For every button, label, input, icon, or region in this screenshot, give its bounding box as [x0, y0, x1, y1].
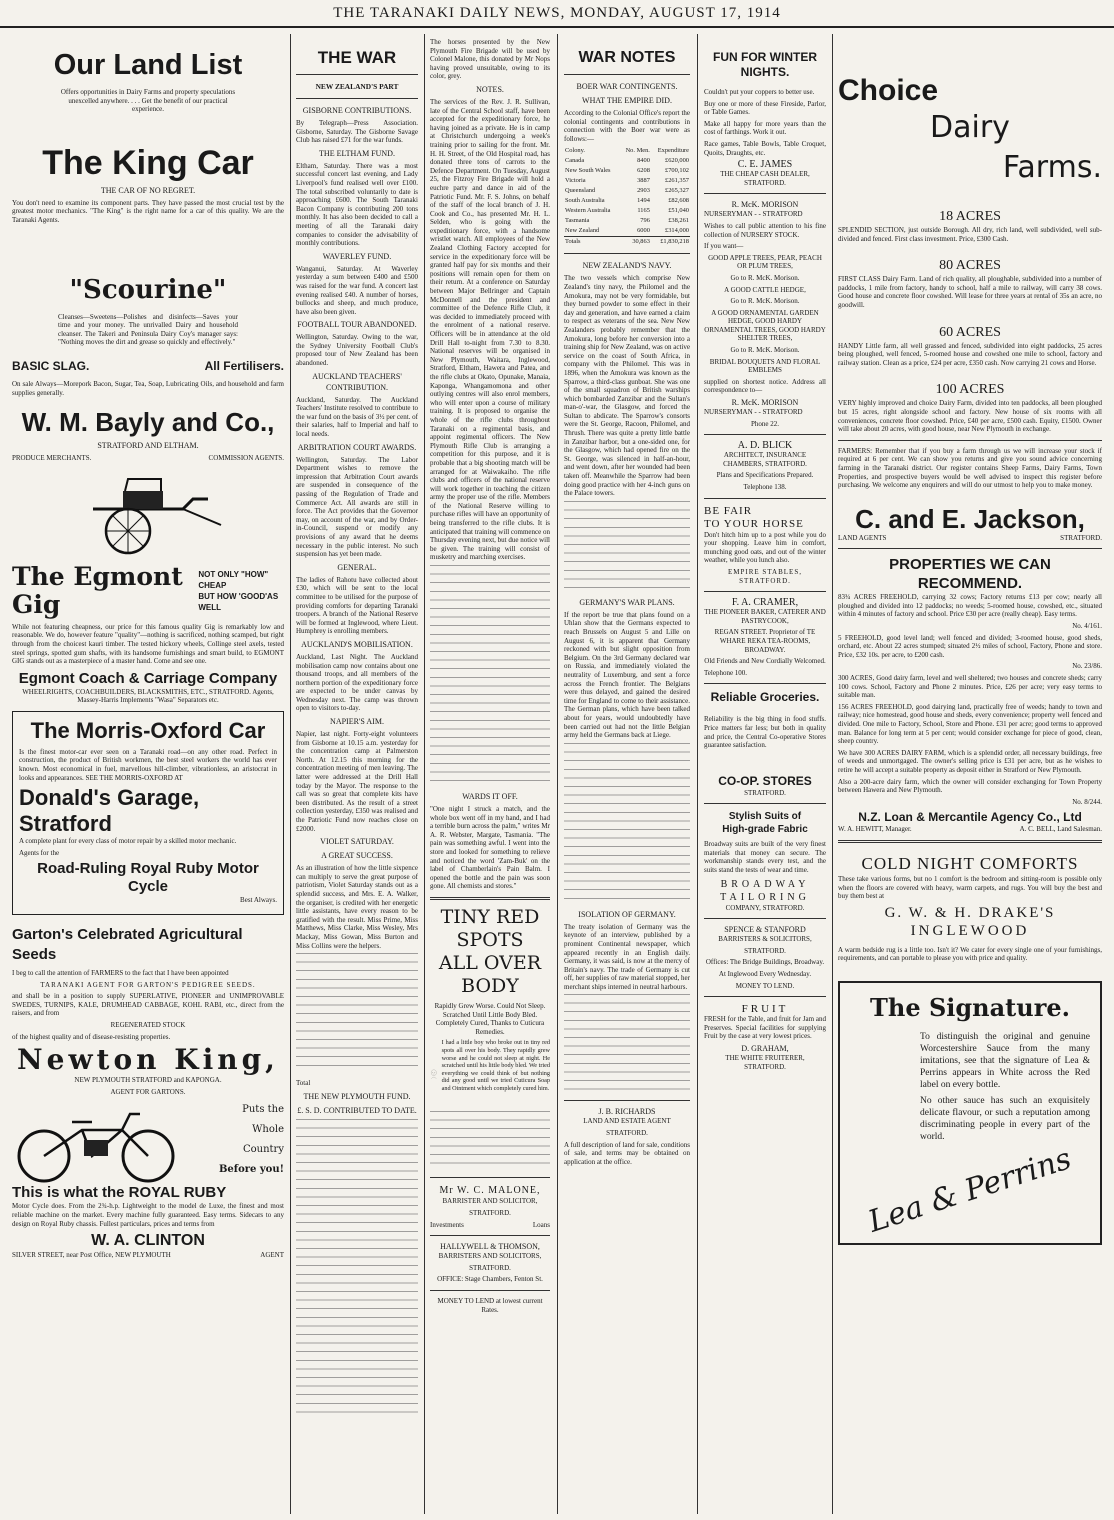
germany-plans-body: If the report be true that plans found on a Uhlan show that the Germans expected to reach Brussels on August 5 and Lille on August 6, it is apparent that Germany reckoned with but slight opposition from Belgium. On the 3rd Germany declared war on Russia, and immediately violated the neutrality of Luxemburg, and sent a force across the French frontier. The Belgians were thus delayed, and gained the desired time for England to come to their assistance. The German plans, which have been talked about for years, would undoubtedly have been carried out had not the little Belgian army held the Germans back at Liege. [564, 610, 690, 740]
war-subtitle: NEW ZEALAND'S PART [315, 82, 399, 91]
clinton-agent: AGENT [260, 1251, 284, 1260]
land-list-title: Our Land List [53, 49, 243, 81]
gisborne-body: By Telegraph—Press Association. Gisborne, Saturday. The Gisborne Savage Club has raised £71 for the war funds. [296, 119, 418, 145]
choice-word: Choice [838, 74, 939, 107]
puts-tagline [219, 1100, 284, 1180]
faint-column-text [564, 501, 690, 591]
stratford-label: STRATFORD. [1060, 533, 1102, 542]
farm-100-body: VERY highly improved and choice Dairy Farm, divided into ten paddocks, all been ploughed but 15 acres, right alongside school and factory. New house of six rooms with all conveniences, concrete floor cowshed. Price, £40 per acre, £500 cash. Equity, £1500. Owner will take about 20 acres, with good house, near New Plymouth in exchange. [838, 399, 1102, 434]
king-car-body: You don't need to examine its component parts. They have passed the most crucial test by the greatest motor mechanics. "The King" is the right name for a car of this quality. We are the Taranaki Agents. [12, 198, 284, 224]
divider [704, 683, 826, 684]
divider [838, 440, 1102, 441]
royal-ruby-ad [12, 1100, 284, 1184]
notes-heading: NOTES. [476, 84, 504, 94]
table-cell: 1165 [637, 207, 650, 215]
table-cell: 3887 [637, 177, 650, 185]
general-body: The ladies of Rahotu have collected about £30, which will be sent to the local committee to be utilised for the purpose of providing comforts for departing Taranaki troopers. A branch of the National Reserve will be formed at Inglewood, where Lieut. Humphrey is enrolling members. [296, 575, 418, 636]
table-cell: Victoria [565, 177, 586, 185]
best-always: Best Always. [240, 896, 277, 905]
list-total: Total [296, 1079, 311, 1088]
table-cell: 6000 [637, 227, 650, 235]
table-total-row [564, 237, 690, 248]
blick-name: A. D. BLICK [737, 440, 793, 452]
wards-body: "One night I struck a match, and the whole box went off in my hand, and I had a terrible burn across the palm," writes Mr A. R. Webster, Margate, Tasmania. "The pain was something awful. I went into the store and looked for something to relieve and noticed the word 'Zam-Buk' on the label of Chamberlain's Pain Balm. I opened the bottle and the pain was soon gone. All chemists and stores." [430, 805, 550, 891]
faint-column-text [430, 1111, 550, 1171]
lea-perrins-ad [838, 981, 1102, 1245]
jackson-title: C. and E. Jackson, [855, 503, 1085, 534]
signature-body: To distinguish the original and genuine Worcestershire Sauce from the many imitations, see that the signature of Lea & Perrins appears in White across the Red label on every bottle. [920, 1031, 1090, 1090]
graham-name: D. GRAHAM, [741, 1044, 789, 1053]
signature-body2: No other sauce has such an exquisitely delicate flavour, or such a reputation among discriminating people in every part of the world. [920, 1095, 1090, 1142]
gig-slogan [198, 569, 284, 613]
cold-nights-body: These take various forms, but no 1 comfort is the bedroom and sitting-room is possible only when the floors are covered with heavy, warm carpets, and rugs. You will buy the best and buy them best at [838, 874, 1102, 901]
be-fair-heading [704, 505, 826, 531]
stylish-heading [704, 810, 826, 836]
morison-body: Wishes to call public attention to his fine collection of NURSERY STOCK. [704, 221, 826, 239]
gartons-title: Garton's Celebrated Agricultural Seeds [12, 926, 243, 964]
gisborne-heading: GISBORNE CONTRIBUTIONS. [302, 106, 412, 115]
germany-plans-heading: GERMANY'S WAR PLANS. [579, 597, 675, 607]
divider [838, 548, 1102, 549]
column-rule [424, 34, 425, 1514]
column-rule [290, 34, 291, 1514]
cramer-body: Old Friends and New Cordially Welcomed. [704, 657, 826, 666]
if-you-want: If you want— [704, 242, 744, 251]
go-to-morison: Go to R. McK. Morison. [730, 273, 800, 282]
blick-plans: Plans and Specifications Prepared. [716, 471, 814, 480]
table-cell: Tasmania [565, 217, 590, 225]
violet-heading: VIOLET SATURDAY. [320, 837, 394, 847]
scourine-body: Cleanses—Sweetens—Polishes and disinfects—Saves your time and your money. The unrivalled Dairy and household cleanser. The Takeri and Peninsula Dairy Coy's manager says: "Nothing moves the dirt and grease so quickly and effectively." [58, 312, 238, 347]
donalds-garage: Donald's Garage, Stratford [19, 785, 200, 837]
gartons-agent: TARANAKI AGENT FOR GARTON'S PEDIGREE SEEDS. [40, 980, 256, 989]
hallywell-town: STRATFORD. [469, 1263, 511, 1272]
regenerated-stock: REGENERATED STOCK [110, 1021, 186, 1029]
subscription-list [296, 953, 418, 1073]
stylish-line2: High-grade Fabric [722, 824, 808, 836]
navy-body: The two vessels which comprise New Zealand's tiny navy, the Philomel and the Amokura, may not be very formidable, but they burned powder to some effect in their day and generation, and have earned a claim to respect as veterans of the sea. New New Zealanders probably remember that the Amokura, long before her conversion into a training ship for New Zealand, was on active service on the coast of South Africa, in company with the Philomel. This was in 1896, when the Amokura was known as the Sparrow, a third-class gunboat. She was one of the small squadron of British warships which bombarded Zanzibar and the Sultan's man-o'-war, the Glasgow, and forced the Sultan to abdicate. The Sparrow's consorts were the St. George, Racoon, Philomel, and Thrush. There was quite a pretty little battle in Zanzibar harbor, but a one-sided one, for the Glasgow, which had opened fire on the St. George, was silenced in half-an-hour, and went down, after her wounded had been taken off. Meanwhile the Sparrow had been doing good practice with her 4-inch guns on the Palace towers. [564, 274, 690, 498]
table-row [564, 216, 690, 226]
spence-title: BARRISTERS & SOLICITORS, [718, 935, 812, 944]
drake-name: G. W. & H. DRAKE'S [884, 904, 1056, 921]
cattle-hedge: A GOOD CATTLE HEDGE, [724, 285, 806, 294]
go-to-morison: Go to R. McK. Morison. [730, 297, 800, 306]
notes-body: The services of the Rev. J. R. Sullivan, late of the Central School staff, have been accepted for the expeditionary force, he having joined as a private. He is in camp at Christchurch undergoing a week's training prior to sailing for the front. Mr. H. H. Street, of the Old Hospital road, has donated three tons of carrots to the Defence Department. On Tuesday, August 25, the Fitzroy Fire Brigade will hold a euchre party and dance in aid of the Patriotic Fund. Mr. F. S. Johns, on behalf of the staff of the local branch of J. H. Cook and Co., has presented Mr. H. L. Selden, who is going with the expeditionary force, with a handsome wristlet watch. All employees of the New Zealand Clothing Factory accepted for service in the expeditionary force will be granted half pay for six months and their positions will remain open for them on their return. At a conference on Saturday between Major Bellringer and Captain McDonnell and the president and committee of the Defence Rifle Club, it was decided to immediately proceed with the enrolment of a national reserve. Officers will be in attendance at the old Drill Hall to-night from 7.30 to 8.30. National reserves will be organised in New Plymouth, Waitara, Inglewood, Stratford, Eltham, Hawera and Patea, and the rifle clubs at Okato, Opunake, Manaia, Kaponga, Whangamomona and other outlying centres will also enrol members, who will enter upon a course of military training. It is proposed to organise the whole of the rifle clubs throughout Taranaki on a regimental basis, and appoint regimental officers. The New Plymouth Rifle Club is arranging a competition for this purpose, and it is probable that a big shooting match will be arranged for at Waiwakaiho. The rifle clubs and officers of the national reserve will work together in teaching the citizen army the proper use of the rifle. Members of the National Reserve willing to purchase rifles will have an opportunity of being transferred to the rifle clubs. It is anticipated that training will commence on Thursday evening next, but due notice will be given. The training will consist of musketry and marching exercises. [430, 97, 550, 562]
farm-18-body: SPLENDID SECTION, just outside Borough. All dry, rich land, well subdivided, well sub-divided and fenced. First class investment. Price, £300 Cash. [838, 226, 1102, 243]
table-row [564, 186, 690, 196]
newton-king: Newton King, [17, 1043, 279, 1077]
table-cell: £261,357 [665, 177, 689, 185]
clinton-address: SILVER STREET, near Post Office, NEW PLYMOUTH [12, 1251, 171, 1260]
puts-line4: Before you! [218, 1164, 284, 1176]
cold-nights-title: COLD NIGHT COMFORTS [861, 853, 1079, 873]
fun-body2: Buy one or more of these Fireside, Parlor, or Table Games. [704, 99, 826, 117]
clinton-footer [12, 1251, 284, 1260]
tiny-spots-story [430, 1039, 550, 1109]
investments-label: Investments [430, 1220, 464, 1229]
war-title: THE WAR [317, 48, 397, 67]
eltham-heading: THE ELTHAM FUND. [319, 148, 395, 158]
drake-town: INGLEWOOD [910, 922, 1030, 939]
gig-slogan-line2: BUT HOW 'GOOD'AS WELL [198, 591, 279, 612]
loans-label: Loans [532, 1220, 550, 1229]
football-heading: FOOTBALL TOUR ABANDONED. [297, 320, 417, 330]
spence-inglewood: At Inglewood Every Wednesday. [718, 970, 812, 979]
faint-column-text [296, 1119, 418, 1419]
gig-title: The Egmont Gig [12, 561, 183, 619]
groceries-title: Reliable Groceries. [710, 690, 820, 705]
apple-trees: GOOD APPLE TREES, PEAR, PEACH OR PLUM TREES, [708, 253, 822, 271]
on-sale-text: On sale Always—Morepork Bacon, Sugar, Tea, Soap, Lubricating Oils, and household and farm supplies generally. [12, 379, 284, 397]
general-heading: GENERAL. [337, 562, 377, 572]
divider [704, 996, 826, 997]
royal-ruby-line: Road-Ruling Royal Ruby Motor Cycle [37, 860, 259, 896]
hallywell-title: BARRISTERS AND SOLICITORS, [438, 1252, 542, 1261]
property-4: 156 ACRES FREEHOLD, good dairying land, practically free of weeds; handy to town and railway; nice homestead, good house and sheds, every convenience; property well fenced and divided. One mile to Factory, School, Store and Phone. £31 per acre; good terms to approved man. Balance for long term at 5 per cent; would consider exchange for piece of good, clean, sheep country. [838, 702, 1102, 746]
malone-title: BARRISTER AND SOLICITOR, [442, 1197, 538, 1206]
malone-name: Mr W. C. MALONE, [439, 1185, 541, 1197]
divider [296, 74, 418, 75]
table-cell: 1494 [637, 197, 650, 205]
farm-100-heading: 100 ACRES [935, 382, 1005, 398]
dairy-word: Dairy [930, 110, 1010, 145]
faint-column-text [564, 994, 690, 1094]
faint-column-text [430, 565, 550, 785]
boer-body: According to the Colonial Office's report the colonial contingents and contributions in connection with the Boer war were as follows:— [564, 109, 690, 143]
boer-heading: BOER WAR CONTINGENTS. [576, 82, 678, 91]
james-subtitle: THE CHEAP CASH DEALER, STRATFORD. [720, 170, 810, 187]
gartons-body2: and shall be in a position to supply SUPERLATIVE, PIONEER and UNIMPROVABLE SWEDES, TURNIPS, KALE, DRUMHEAD CABBAGE, KOHL RABI, etc., direct from the raisers, and from [12, 992, 284, 1018]
success-heading: A GREAT SUCCESS. [321, 851, 393, 861]
king-car-subtitle: THE CAR OF NO REGRET. [100, 185, 196, 195]
teachers-body: Auckland, Saturday. The Auckland Teachers' Institute resolved to contribute to the war fund on the basis of 3½ per cent. of their salaries, half to Imperial and half to local needs. [296, 395, 418, 439]
table-header: No. Men. [625, 147, 650, 155]
gartons-body1: I beg to call the attention of FARMERS to the fact that I have been appointed [12, 969, 229, 978]
isolation-body: The treaty isolation of Germany was the keynote of an interview, published by a prominent Continental newspaper, which appeared recently in an English daily. Germany, it was said, is now at the mercy of Britain's navy. The trade of Germany is cut off, her supplies of raw material stopped, her merchant ships interned in neutral harbours. [564, 922, 690, 991]
nurseryman-line: NURSERYMAN - - STRATFORD [704, 210, 803, 219]
fund-heading-2: £. S. D. CONTRIBUTED TO DATE. [297, 1105, 417, 1115]
divider [430, 897, 550, 900]
wards-heading: WARDS IT OFF. [462, 792, 518, 802]
land-agents-label: LAND AGENTS [838, 533, 887, 542]
table-row [564, 226, 690, 237]
gig-body: While not featuring cheapness, our price for this famous quality Gig is remarkably low and reasonable. We do, however feature "quality"—nothing is sacrificed, nothing scamped, but right through from the choicest kauri timber. The tested hickory wheels, Collinge steel axels, tested steel springs, spotted gum shafts, with its handsome furnishings and smart build, to EGMONT GIG stands out as a masterpiece of a master hand. Come and see one. [12, 622, 284, 666]
boer-table [564, 146, 690, 247]
cramer-name: F. A. CRAMER, [731, 597, 799, 609]
fun-body3: Make all happy for more years than the cost of farthings. Work it out. [704, 119, 826, 137]
puts-line2: Whole [252, 1124, 284, 1136]
morison-name: R. McK. MORISON [731, 200, 799, 210]
richards-name: J. B. RICHARDS [598, 1107, 656, 1117]
malone-services [430, 1221, 550, 1230]
fertiliser-row [12, 359, 284, 374]
coop-town: STRATFORD. [744, 788, 786, 797]
table-cell: South Australia [565, 197, 605, 205]
divider [430, 1235, 550, 1236]
lea-perrins-script: Lea & Perrins [864, 1141, 1076, 1240]
bell-name: A. C. BELL, Land Salesman. [1019, 825, 1102, 834]
property-1: 83¾ ACRES FREEHOLD, carrying 32 cows; Factory returns £13 per cow; nearly all ploughed and divided into 12 paddocks; no weeds; 5-roomed house, cowshed, etc., situated within 4 minutes of factory and school. Price £30 per acre (really cheap). Easy terms. [838, 593, 1102, 619]
napier-heading: NAPIER'S AIM. [330, 717, 384, 727]
farmers-notice: FARMERS: Remember that if you buy a farm through us we will increase your stock if required at 6 per cent. We can show you returns and give you sound advice concerning farming in the Taranaki district. Our register contains Sheep Farms, Dairy Farms, Town Properties, and prospective buyers would be well advised to inspect this register before purchasing. We welcome any enquirers and will do our utmost to help you to make money. [838, 446, 1102, 490]
tailoring-word: TAILORING [720, 891, 810, 903]
phone-22: Phone 22. [751, 419, 779, 428]
eltham-body: Eltham, Saturday. There was a most successful concert last evening, and Lady Liverpool's fund realised well over £100. The total subscribed voluntarily to date is approaching £600. The South Taranaki Bacon Company is contributing 200 tons monthly. It has also been decided to call a meeting of all the Taranaki dairy companies to consider the advisability of monthly contributions. [296, 161, 418, 248]
money-to-lend: MONEY TO LEND at lowest current Rates. [437, 1296, 543, 1314]
spence-name: SPENCE & STANFORD [724, 925, 806, 935]
spence-town: STRATFORD. [744, 946, 786, 955]
table-cell: Canada [565, 157, 585, 165]
hallywell-name: HALLYWELL & THOMSON, [440, 1242, 540, 1252]
egmont-coach-title: Egmont Coach & Carriage Company [18, 669, 278, 687]
horse-body: The horses presented by the New Plymouth Fire Brigade will be used by Colonel Malone, this donated by Mr Nops having proved unsuitable, owing to its color, grey. [430, 38, 550, 81]
scourine-title: "Scourine" [69, 274, 227, 305]
navy-heading: NEW ZEALAND'S NAVY. [582, 261, 672, 271]
farm-18-heading: 18 ACRES [939, 209, 1001, 224]
property-3: 300 ACRES, Good dairy farm, level and well sheltered; two houses and concrete sheds; carry 100 cows. School, Factory and Phone 2 minutes. Price, £26 per acre; very easy terms to suitable man. [838, 674, 1102, 700]
column-the-war [292, 34, 422, 1514]
gig-illustration [73, 469, 223, 557]
supplied-notice: supplied on shortest notice. Address all correspondence to— [704, 377, 826, 395]
fruit-title: FRUIT [741, 1003, 789, 1016]
table-cell: £620,000 [665, 157, 689, 165]
column-small-ads [700, 34, 830, 1514]
tiny-spots-line1: TINY RED SPOTS [440, 905, 540, 951]
richards-body: A full description of land for sale, conditions of sale, and terms may be obtained on application at the office. [564, 1140, 690, 1166]
morison-name: R. McK. MORISON [731, 398, 799, 408]
farm-60-heading: 60 ACRES [939, 324, 1001, 340]
property-6: Also a 200-acre dairy farm, which the owner will consider exchanging for Town Property between Hawera and New Plymouth. [838, 777, 1102, 795]
divider [838, 840, 1102, 843]
bayly-title: W. M. Bayly and Co., [21, 407, 275, 438]
tiny-spots-subtitle: Rapidly Grew Worse. Could Not Sleep. Scratched Until Little Body Bled. Completely Cured, Thanks to Cuticura Remedies. [434, 1001, 546, 1036]
farm-80-heading: 80 ACRES [939, 258, 1001, 274]
farm-60-body: HANDY Little farm, all well grassed and fenced, subdivided into eight paddocks, 25 acres being ploughed, well fenced, 5-roomed house and cowshed one mile to school, factory and railway station. Clean as a price, £24 per acre, £350 cash. Now carrying 21 cows and Horse. [838, 341, 1102, 367]
divider [704, 434, 826, 435]
richards-title: LAND AND ESTATE AGENT [583, 1117, 671, 1126]
arbitration-heading: ARBITRATION COURT AWARDS. [297, 442, 417, 452]
arbitration-body: Wellington, Saturday. The Labor Department wishes to remove the impression that Arbitration Court awards are suspended in consequence of the passing of the Regulation of Trade and Commerce Act. All awards are still in force. The Act provides that the Governor may, on account of the war, and by Order-in-Council, suspend or modify any provisions of any award that he deems necessary in the public interest. No such suspension has yet been made. [296, 455, 418, 559]
coop-stores: CO-OP. STORES [718, 773, 812, 788]
fund-heading-1: THE NEW PLYMOUTH FUND. [303, 1091, 411, 1101]
bayly-subtitle: STRATFORD AND ELTHAM. [97, 441, 199, 451]
column-rule [832, 34, 833, 1514]
all-fertilisers: All Fertilisers. [204, 358, 284, 373]
column-rule [697, 34, 698, 1514]
table-header: Expenditure [657, 147, 689, 155]
royal-ruby-heading: This is what the ROYAL RUBY [12, 1184, 227, 1202]
table-cell: New South Wales [565, 167, 611, 175]
signature-title: The Signature. [870, 992, 1070, 1022]
morris-title: The Morris-Oxford Car [30, 717, 266, 743]
bayly-row [12, 454, 284, 463]
hewitt-name: W. A. HEWITT, Manager. [838, 825, 912, 834]
masthead: THE TARANAKI DAILY NEWS, MONDAY, AUGUST 17, 1914 [0, 0, 1114, 28]
divider [704, 498, 826, 499]
agents-for: Agents for the [19, 848, 60, 857]
blick-phone: Telephone 138. [743, 483, 787, 491]
table-cell: New Zealand [565, 227, 600, 235]
gig-slogan-line1: NOT ONLY "HOW" CHEAP [198, 569, 269, 590]
broadway-word: BROADWAY [720, 878, 810, 890]
hallywell-office: OFFICE: Stage Chambers, Fenton St. [437, 1275, 543, 1284]
nurseryman-line: NURSERYMAN - - STRATFORD [704, 408, 803, 417]
commission-label: COMMISSION AGENTS. [208, 454, 284, 463]
table-header: Colony. [565, 147, 586, 155]
totals-expenditure: £1,830,218 [660, 238, 689, 246]
jackson-footer [838, 534, 1102, 543]
table-cell: 2903 [637, 187, 650, 195]
stylish-body: Broadway suits are built of the very finest materials that money can secure. The workmanship stands every test, and the suits stand the tests of wear and time. [704, 840, 826, 875]
highest-quality: of the highest quality and of disease-resisting properties. [12, 1032, 171, 1041]
waverley-heading: WAVERLEY FUND. [322, 251, 392, 261]
divider [564, 74, 690, 75]
cramer-phone: Telephone 100. [704, 668, 748, 677]
table-cell: £51,040 [668, 207, 689, 215]
tiny-spots-line2: ALL OVER BODY [438, 951, 542, 997]
newton-towns: NEW PLYMOUTH STRATFORD and KAPONGA. [74, 1076, 222, 1085]
king-car-title: The King Car [42, 143, 254, 182]
puts-line3: Country [242, 1144, 284, 1156]
baby-portrait [430, 1039, 438, 1109]
cramer-regan: REGAN STREET. Proprietor of TE WHARE REKA TEA-ROOMS, BROADWAY. [714, 628, 816, 654]
agent-gartons: AGENT FOR GARTONS. [110, 1087, 186, 1096]
divider [296, 98, 418, 99]
war-notes-title: WAR NOTES [578, 49, 676, 66]
tiny-spots-letter: I had a little boy who broke out in tiny red spots all over his body. They rapidly grew worse and he could not sleep at night. He scratched until his little body bled. We tried everything we could think of but nothing did any good until we tried Cuticura Soap and Ointment which completely cured him. [441, 1039, 550, 1092]
property-5: We have 300 ACRES DAIRY FARM, which is a splendid order, all necessary buildings, free of weeds and unmortgaged. The owner's selling price is £31 per acre, but as he wishes to retire he will accept a suitable property as deposit either in Stratford or New Plymouth. [838, 748, 1102, 774]
divider [564, 253, 690, 254]
column-dairy-farms [834, 34, 1106, 1514]
football-body: Wellington, Saturday. Owing to the war, the Sydney University Football Club's proposed tour of New Zealand has been abandoned. [296, 333, 418, 368]
divider [704, 591, 826, 592]
totals-men: 30,863 [632, 238, 650, 246]
nz-loan-staff [838, 825, 1102, 834]
teachers-heading: AUCKLAND TEACHERS' CONTRIBUTION. [312, 371, 402, 392]
egmont-coach-subtitle: WHEELRIGHTS, COACHBUILDERS, BLACKSMITHS, ETC., STRATFORD. Agents, Massey-Harris Implements "Wasa" Separators etc. [22, 687, 274, 705]
gig-header [12, 563, 284, 619]
table-cell: £314,000 [665, 227, 689, 235]
mobilisation-body: Auckland, Last Night. The Auckland mobilisation camp now contains about one thousand troops, and all members of the northern portion of the expeditionary force are expected to be under canvas by Wednesday next. The camp was thrown open to visitors to-day. [296, 652, 418, 713]
table-row [564, 166, 690, 176]
divider [704, 193, 826, 194]
table-row [564, 196, 690, 206]
fruit-body: FRESH for the Table, and fruit for Jam and Preserves. Special facilities for supplying Fruit by the case at very lowest prices. [704, 1015, 826, 1041]
empire-stables: EMPIRE STABLES, STRATFORD. [728, 567, 802, 585]
go-to-morison: Go to R. McK. Morison. [730, 346, 800, 355]
james-name: C. E. JAMES [737, 159, 793, 171]
fun-body4: Race games, Table Bowls, Table Croquet, Quoits, Draughts, etc. [704, 139, 826, 157]
column-war-continued [426, 34, 554, 1514]
richards-town: STRATFORD. [606, 1129, 648, 1138]
column-war-notes [560, 34, 694, 1514]
fun-winter-title: FUN FOR WINTER NIGHTS. [713, 50, 817, 79]
property-2-no: No. 23/86. [1072, 662, 1102, 671]
farm-80-body: FIRST CLASS Dairy Farm. Land of rich quality, all ploughable, subdivided into a number of paddocks, 1 mile from factory, handy to school, half a mile to railway, will carry 38 cows. Good house and concrete floor cowshed. Will lease for three years at rental of 35s an acre, no goodwill. [838, 275, 1102, 309]
be-fair-line2: TO YOUR HORSE [704, 517, 804, 530]
farms-word: Farms. [1002, 150, 1102, 185]
divider [430, 1177, 550, 1178]
blick-subtitle: ARCHITECT, INSURANCE CHAMBERS, STRATFORD. [723, 451, 807, 468]
table-cell: £700,102 [665, 167, 689, 175]
cramer-subtitle: THE PIONEER BAKER, CATERER AND PASTRYCOOK, [704, 608, 826, 625]
table-cell: 8400 [637, 157, 650, 165]
fun-body1: Couldn't put your coppers to better use. [704, 88, 815, 96]
table-cell: £265,327 [665, 187, 689, 195]
groceries-body: Reliability is the big thing in food stuffs. Price matters far less; but both in quality and price, the Central Co-operative Stores guarantee satisfaction. [704, 715, 826, 750]
divider [430, 1290, 550, 1291]
bridal-bouquets: BRIDAL BOUQUETS AND FLORAL EMBLEMS [709, 357, 821, 375]
table-cell: Western Australia [565, 207, 611, 215]
isolation-heading: ISOLATION OF GERMANY. [578, 909, 676, 919]
nz-loan-title: N.Z. Loan & Mercantile Agency Co., Ltd [858, 810, 1082, 825]
mobilisation-heading: AUCKLAND'S MOBILISATION. [301, 639, 413, 649]
table-cell: £38,261 [668, 217, 689, 225]
morris-body: Is the finest motor-car ever seen on a Taranaki road—on any other road. Perfect in construction, the product of British workmen, the best steel workers the world has ever known. Most economical in fuel, marvellous hill-climber, vibrationless, an aristocrat in looks and appearances. SEE THE MORRIS-OXFORD AT [19, 747, 277, 782]
morris-oxford-ad [12, 711, 284, 915]
property-6-no: No. 8/244. [1072, 797, 1102, 806]
be-fair-line1: BE FAIR [704, 504, 753, 517]
land-list-body: Offers opportunities in Dairy Farms and property speculations unexcelled anywhere. . . . Get the benefit of our practical experience. [60, 88, 236, 114]
spence-offices: Offices: The Bridge Buildings, Broadway. [705, 958, 825, 967]
graham-subtitle: THE WHITE FRUITERER, STRATFORD. [725, 1054, 805, 1071]
puts-line1: Puts the [242, 1104, 284, 1116]
spence-money: MONEY TO LEND. [735, 981, 795, 990]
table-row [564, 156, 690, 166]
napier-body: Napier, last night. Forty-eight volunteers from Gisborne at 10.15 a.m. yesterday for the concentration camp at Palmerston North. At 12.15 this morning for the concentration meeting of men leaving. The latter were addressed at the Drill Hall today by the Mayor. The response to the call was so great that complete kits have been distributed. As the result of a street collection yesterday, £350 was realised and the Patriotic Fund now reaches close on £2000. [296, 730, 418, 833]
royal-ruby-body: Motor Cycle does. From the 2¾-h.p. Lightweight to the model de Luxe, the finest and most reliable machine on the market. Every machine fully guaranteed. Easy terms. Sidecars to any design on Royal Ruby chassis. Fullest particulars, prices and terms from [12, 1202, 284, 1228]
malone-town: STRATFORD. [469, 1208, 511, 1217]
column-advertisements-left [8, 34, 288, 1514]
divider [704, 803, 826, 804]
table-row [564, 206, 690, 216]
shelter-trees: A GOOD ORNAMENTAL GARDEN HEDGE, GOOD HARDY ORNAMENTAL TREES, GOOD HARDY SHELTER TREES, [704, 308, 826, 343]
drake-body: A warm bedside rug is a little too. Isn't it? We cater for every single one of your furnishings, requirements, and can portable to please you with price and quality. [838, 945, 1102, 963]
clinton-name: W. A. CLINTON [91, 1232, 205, 1250]
table-row [564, 176, 690, 186]
motorcycle-illustration [12, 1100, 182, 1184]
table-cell: £82,608 [668, 197, 689, 205]
table-cell: 6208 [637, 167, 650, 175]
column-rule [557, 34, 558, 1514]
produce-label: PRODUCE MERCHANTS. [12, 454, 92, 463]
table-cell: Queensland [565, 187, 596, 195]
boer-subheading: WHAT THE EMPIRE DID. [582, 96, 672, 105]
divider [564, 1100, 690, 1101]
donalds-body: A complete plant for every class of motor repair by a skilled motor mechanic. [19, 837, 237, 846]
properties-heading: PROPERTIES WE CAN RECOMMEND. [889, 556, 1051, 593]
table-header-row [564, 146, 690, 156]
table-cell: 796 [640, 217, 650, 225]
divider [704, 918, 826, 919]
waverley-body: Wanganui, Saturday. At Waverley yesterday a sum between £400 and £500 was raised for the war fund. A concert last evening realised £40. A number of horses, bullocks and sheep, and much produce, have also been given. [296, 264, 418, 316]
be-fair-body: Don't hitch him up to a post while you do your shopping. Leave him in comfort, munching good oats, and out of the winter weather, while you lunch also. [704, 530, 826, 565]
property-2: 5 FREEHOLD, good level land; well fenced and divided; 3-roomed house, good sheds, orchard, etc. About 22 acres stumped; situated 2½ miles of school, Factory, Phone and store. Price, £32 10s. per acre, to £200 cash. [838, 633, 1102, 659]
basic-slag: BASIC SLAG. [12, 358, 90, 373]
faint-column-text [564, 743, 690, 903]
tailoring-company: COMPANY, STRATFORD. [725, 903, 805, 912]
stylish-line1: Stylish Suits of [728, 811, 802, 823]
totals-label: Totals [565, 238, 581, 246]
tiny-spots-title [430, 906, 550, 998]
property-1-no: No. 4/161. [1072, 622, 1102, 631]
violet-body: As an illustration of how the little sixpence can multiply to serve the great purpose of patriotism, Violet Saturday stands out as a splendid success, and Mrs. E. A. Walker, the organiser, is credited with her energetic little assistants, have every reason to be gratified with the result. Miss Prime, Miss Matthews, Miss Clarke, Miss Wesley, Mrs Mackay, Miss Gowan, Miss Burton and Miss Collins were the helpers. [296, 864, 418, 950]
